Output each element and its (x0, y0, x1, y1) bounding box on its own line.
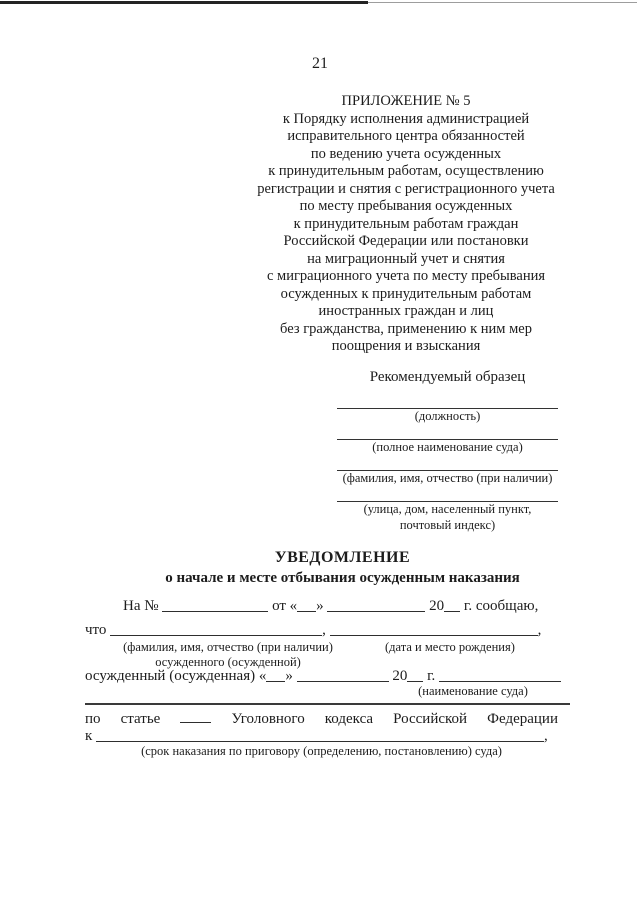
appendix-line: к принудительным работам граждан (293, 215, 519, 232)
court-blank (439, 669, 561, 682)
appendix-header (240, 93, 572, 356)
appendix-line: поощрения и взыскания (331, 338, 481, 354)
appendix-line: с миграционного учета по месту пребывания (266, 268, 546, 284)
appendix-line: по ведению учета осужденных (310, 145, 502, 162)
ref-from: от « (272, 598, 298, 614)
continuation-blank-line (85, 703, 570, 705)
appendix-title: ПРИЛОЖЕНИЕ № 5 (341, 93, 471, 109)
article-word: статье (120, 711, 161, 727)
convicted-quote-close: » (285, 668, 293, 684)
term-label: (срок наказания по приговору (определению, постановлению) суда) (141, 744, 502, 758)
comma: , (544, 728, 548, 744)
ref-year: 20 (429, 598, 445, 614)
appendix-line: без гражданства, применению к ним мер (280, 320, 532, 337)
appendix-line: Российской Федерации или постановки (283, 233, 529, 249)
appendix-line: к принудительным работам, осуществлению (268, 163, 544, 179)
field-label: (фамилия, имя, отчество (при наличии) (342, 471, 553, 485)
comma: , (537, 622, 542, 638)
comma: , (322, 622, 326, 638)
ref-number-blank (162, 599, 268, 612)
convicted-line (85, 668, 558, 685)
scan-artifact-bar-dark (0, 1, 368, 4)
appendix-line: регистрации и снятия с регистрационного учета (257, 180, 555, 197)
term-blank (96, 729, 544, 742)
appendix-line: к Порядку исполнения администрацией (282, 110, 530, 127)
field-label: почтовый индекс) (399, 517, 496, 532)
that-line (85, 622, 558, 639)
month-blank (297, 669, 389, 682)
court-label: (наименование суда) (418, 684, 528, 698)
notice-subtitle: о начале и месте отбывания осужденным наказания (165, 570, 520, 586)
scan-artifact-bar-light (368, 2, 637, 3)
article-word: Федерации (487, 711, 558, 727)
ref-day-blank (297, 599, 316, 612)
appendix-line: иностранных граждан и лиц (318, 303, 494, 319)
addressee-field-court-name (337, 439, 558, 456)
addressee-field-fio (337, 470, 558, 487)
convicted-g: г. (427, 668, 436, 684)
k-prefix: к (85, 728, 93, 744)
ref-year-blank (444, 599, 460, 612)
page-number: 21 (312, 55, 328, 72)
field-label: (полное наименование суда) (372, 440, 523, 454)
ref-month-blank (327, 599, 425, 612)
year-blank (407, 669, 423, 682)
fio-label: (фамилия, имя, отчество (при наличии) (123, 640, 333, 654)
appendix-line: исправительного центра обязанностей (287, 128, 525, 144)
birth-blank (330, 623, 538, 636)
ref-suffix: г. сообщаю, (463, 598, 539, 614)
that-prefix: что (85, 622, 107, 638)
article-word: кодекса (324, 711, 374, 727)
addressee-field-position (337, 408, 558, 425)
day-blank (266, 669, 285, 682)
term-line (85, 728, 558, 745)
article-word: Российской (393, 711, 468, 727)
fio-blank (110, 623, 322, 636)
convicted-year: 20 (392, 668, 408, 684)
convicted-prefix: осужденный (осужденная) « (85, 668, 267, 684)
field-label: (улица, дом, населенный пункт, (363, 502, 532, 516)
ref-prefix: На № (123, 598, 159, 614)
appendix-line: осужденных к принудительным работам (280, 285, 532, 302)
article-number-blank (180, 710, 211, 723)
convict-label: осужденного (осужденной) (155, 655, 301, 669)
sample-note: Рекомендуемый образец (369, 369, 526, 385)
appendix-line: на миграционный учет и снятия (307, 250, 505, 267)
article-word: Уголовного (231, 711, 305, 727)
birth-label: (дата и место рождения) (385, 640, 515, 654)
reference-line (85, 598, 558, 615)
notice-title: УВЕДОМЛЕНИЕ (274, 549, 411, 566)
field-label: (должность) (414, 409, 481, 423)
article-word: по (85, 711, 101, 727)
article-line (85, 710, 558, 728)
ref-quote-close: » (316, 598, 324, 614)
appendix-line: по месту пребывания осужденных (299, 198, 513, 214)
addressee-field-address (337, 501, 558, 533)
